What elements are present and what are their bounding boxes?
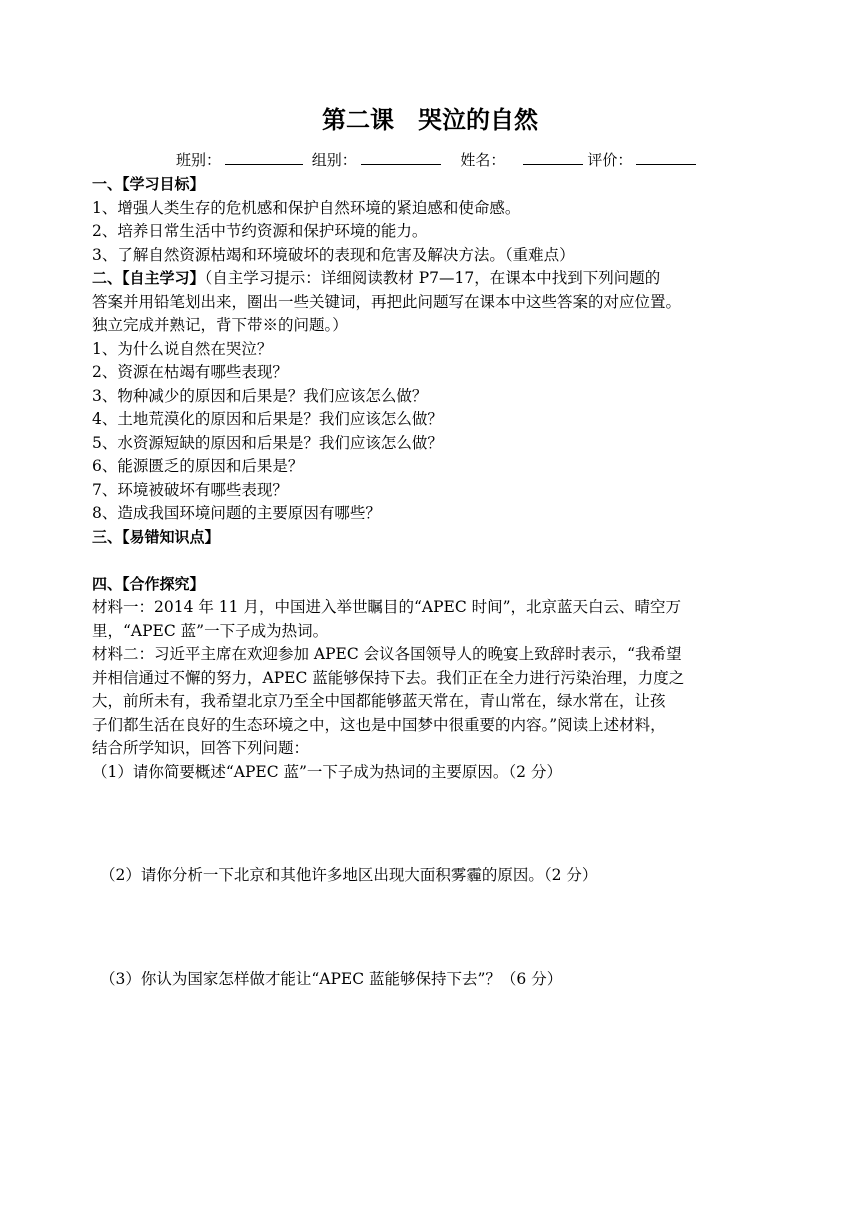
self-study-question: 2、资源在枯竭有哪些表现？ <box>92 363 288 381</box>
material-line: 里，“APEC 蓝”一下子成为热词。 <box>92 621 329 640</box>
objective-item: 2、培养日常生活中节约资源和保护环境的能力。 <box>92 222 428 240</box>
group-blank[interactable] <box>361 148 441 165</box>
section-heading-cooperative-inquiry: 四、【合作探究】 <box>92 574 205 593</box>
evaluation-label: 评价： <box>587 151 633 169</box>
self-study-hint: 答案并用铅笔划出来，圈出一些关键词，再把此问题写在课本中这些答案的对应位置。 <box>92 292 682 311</box>
group-label: 组别： <box>311 151 357 169</box>
section-heading-common-mistakes: 三、【易错知识点】 <box>92 527 220 546</box>
material-line: 材料一：2014 年 11 月，中国进入举世瞩目的“APEC 时间”，北京蓝天白云、晴空万 <box>92 598 682 616</box>
answer-space-2[interactable] <box>92 888 772 968</box>
self-study-question: 5、水资源短缺的原因和后果是？我们应该怎么做？ <box>92 433 443 452</box>
page-title: 第二课 哭泣的自然 <box>322 106 538 134</box>
self-study-question: 1、为什么说自然在哭泣？ <box>92 339 273 358</box>
material-line: 并相信通过不懈的努力，APEC 蓝能够保持下去。我们正在全力进行污染治理，力度之 <box>92 668 685 687</box>
self-study-question: 7、环境被破坏有哪些表现？ <box>92 480 288 499</box>
answer-space-1[interactable] <box>92 784 772 864</box>
answer-space-3[interactable] <box>92 991 772 1071</box>
material-line: 材料二：习近平主席在欢迎参加 APEC 会议各国领导人的晚宴上致辞时表示，“我希望 <box>92 645 682 663</box>
section-heading-objectives: 一、【学习目标】 <box>92 175 205 193</box>
material-line: 结合所学知识，回答下列问题： <box>92 739 310 757</box>
self-study-question: 3、物种减少的原因和后果是？我们应该怎么做？ <box>92 386 428 405</box>
class-label: 班别： <box>176 151 222 169</box>
objective-item: 1、增强人类生存的危机感和保护自然环境的紧迫感和使命感。 <box>92 198 521 217</box>
section-heading-self-study: 二、【自主学习】 <box>92 269 205 287</box>
question-1: （1）请你简要概述“APEC 蓝”一下子成为热词的主要原因。（2 分） <box>92 762 562 781</box>
self-study-question: 4、土地荒漠化的原因和后果是？我们应该怎么做？ <box>92 410 443 428</box>
self-study-hint: 独立完成并熟记，背下带※的问题。） <box>92 316 348 334</box>
answer-space[interactable] <box>92 549 772 573</box>
student-info-row <box>176 148 700 172</box>
material-line: 大，前所未有，我希望北京乃至全中国都能够蓝天常在，青山常在，绿水常在，让孩 <box>92 692 666 710</box>
question-2: （2）请你分析一下北京和其他许多地区出现大面积雾霾的原因。（2 分） <box>100 866 598 884</box>
objective-item: 3、了解自然资源枯竭和环境破坏的表现和危害及解决方法。（重难点） <box>92 245 575 264</box>
evaluation-blank[interactable] <box>636 148 696 165</box>
name-blank[interactable] <box>523 148 583 165</box>
self-study-intro <box>92 267 772 291</box>
question-3: （3）你认为国家怎样做才能让“APEC 蓝能够保持下去”？（6 分） <box>100 969 563 988</box>
self-study-question: 8、造成我国环境问题的主要原因有哪些？ <box>92 504 381 522</box>
class-blank[interactable] <box>225 148 303 165</box>
self-study-question: 6、能源匮乏的原因和后果是？ <box>92 457 304 475</box>
worksheet-content <box>92 173 772 1071</box>
name-label: 姓名： <box>460 151 506 169</box>
self-study-hint: （自主学习提示：详细阅读教材 P7—17，在课本中找到下列问题的 <box>204 269 661 287</box>
material-line: 子们都生活在良好的生态环境之中，这也是中国梦中很重要的内容。”阅读上述材料， <box>92 715 666 734</box>
